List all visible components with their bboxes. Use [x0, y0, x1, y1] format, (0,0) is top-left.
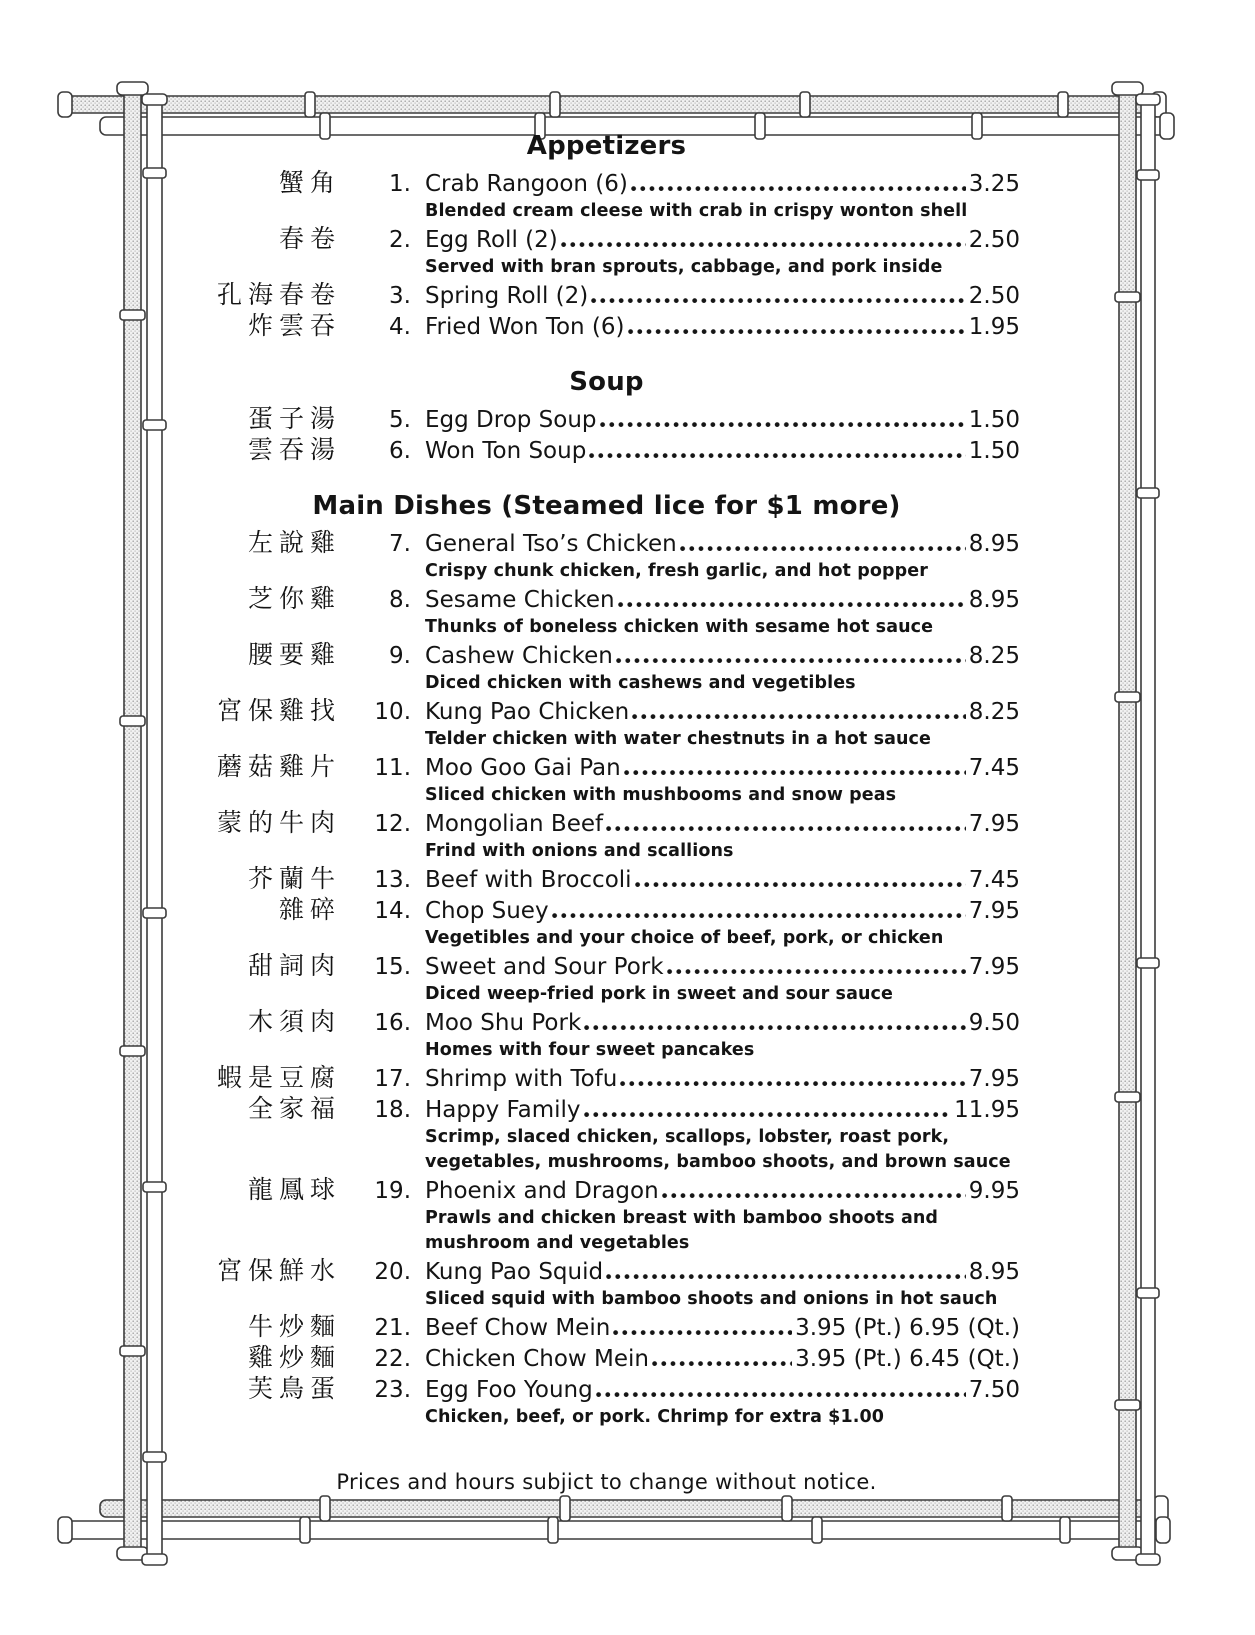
item-description: mushroom and vegetables [425, 1233, 690, 1253]
menu-item-row [193, 951, 1020, 982]
menu-item-row [193, 696, 1020, 727]
item-name: Shrimp with Tofu [425, 1066, 618, 1092]
item-price: 8.95 [968, 1259, 1020, 1285]
item-number: 8. [389, 587, 411, 613]
item-description: Homes with four sweet pancakes [425, 1040, 755, 1060]
menu-item-row [193, 640, 1020, 671]
item-number: 22. [374, 1346, 411, 1372]
section-title: Main Dishes (Steamed lice for $1 more) [312, 491, 901, 521]
item-entry [425, 697, 1020, 727]
item-chinese-name: 左說雞 [247, 529, 341, 557]
item-price: 3.95 (Pt.) 6.45 (Qt.) [795, 1346, 1020, 1372]
item-name: Happy Family [425, 1097, 581, 1123]
item-description: Vegetibles and your choice of beef, pork, or chicken [425, 928, 944, 948]
menu-item-row [193, 1256, 1020, 1287]
menu-item-row [193, 528, 1020, 559]
item-number: 11. [374, 755, 411, 781]
item-name: Crab Rangoon (6) [425, 171, 628, 197]
item-name: Chop Suey [425, 898, 549, 924]
section-items [193, 168, 1020, 342]
item-chinese-name: 雞炒麵 [247, 1344, 341, 1372]
section-title: Appetizers [526, 131, 687, 161]
item-chinese-name: 全家福 [247, 1095, 341, 1123]
item-price: 2.50 [968, 227, 1020, 253]
menu-item-row [193, 404, 1020, 435]
item-entry [425, 896, 1020, 926]
dotted-leader [584, 1112, 952, 1117]
dotted-leader [589, 453, 965, 458]
item-chinese-name: 甜詞肉 [247, 952, 341, 980]
item-chinese-name: 宮保鮮水 [216, 1257, 341, 1285]
dotted-leader [596, 1392, 966, 1397]
item-number: 14. [374, 898, 411, 924]
section-items [193, 404, 1020, 466]
dotted-leader [552, 913, 966, 918]
item-description: Chicken, beef, or pork. Chrimp for extra $1.00 [425, 1407, 885, 1427]
item-chinese-name: 蒙的牛肉 [216, 809, 341, 837]
dotted-leader [667, 969, 966, 974]
dotted-leader [600, 422, 966, 427]
item-number: 18. [374, 1097, 411, 1123]
item-entry [425, 585, 1020, 615]
item-name: General Tso’s Chicken [425, 531, 677, 557]
item-description: vegetables, mushrooms, bamboo shoots, and brown sauce [425, 1152, 1011, 1172]
item-entry [425, 641, 1020, 671]
item-number: 23. [374, 1377, 411, 1403]
item-price: 8.95 [968, 531, 1020, 557]
section-items [193, 528, 1020, 1430]
dotted-leader [606, 826, 966, 831]
item-number: 12. [374, 811, 411, 837]
item-chinese-name: 春卷 [278, 225, 341, 253]
item-description: Crispy chunk chicken, fresh garlic, and hot popper [425, 561, 928, 581]
item-number: 3. [389, 283, 411, 309]
item-description: Frind with onions and scallions [425, 841, 734, 861]
item-entry [425, 1064, 1020, 1094]
item-chinese-name: 宮保雞找 [216, 697, 341, 725]
item-number: 1. [389, 171, 411, 197]
item-name: Beef Chow Mein [425, 1315, 611, 1341]
item-entry [425, 952, 1020, 982]
item-name: Mongolian Beef [425, 811, 604, 837]
dotted-leader [628, 329, 966, 334]
item-entry [425, 436, 1020, 466]
item-chinese-name: 炸雲吞 [247, 312, 341, 340]
item-description: Sliced chicken with mushbooms and snow peas [425, 785, 897, 805]
item-entry [425, 1095, 1020, 1125]
item-name: Moo Goo Gai Pan [425, 755, 621, 781]
item-chinese-name: 腰要雞 [247, 641, 341, 669]
menu-item-row [193, 311, 1020, 342]
menu-item-row [193, 1343, 1020, 1374]
item-entry [425, 1344, 1020, 1374]
menu-item-row [193, 280, 1020, 311]
menu-item-row [193, 1374, 1020, 1405]
item-number: 17. [374, 1066, 411, 1092]
menu-item-row [193, 1094, 1020, 1125]
item-description: Scrimp, slaced chicken, scallops, lobster, roast pork, [425, 1127, 950, 1147]
item-entry [425, 312, 1020, 342]
menu-section [193, 130, 1020, 342]
item-price: 1.50 [968, 438, 1020, 464]
item-number: 16. [374, 1010, 411, 1036]
item-description: Served with bran sprouts, cabbage, and pork inside [425, 257, 943, 277]
dotted-leader [561, 242, 966, 247]
menu-section [193, 366, 1020, 466]
item-chinese-name: 木須肉 [247, 1008, 341, 1036]
item-number: 20. [374, 1259, 411, 1285]
item-number: 7. [389, 531, 411, 557]
item-number: 4. [389, 314, 411, 340]
item-price: 8.25 [968, 643, 1020, 669]
item-number: 2. [389, 227, 411, 253]
item-entry [425, 865, 1020, 895]
dotted-leader [652, 1361, 792, 1366]
item-chinese-name: 牛炒麵 [247, 1313, 341, 1341]
item-name: Kung Pao Squid [425, 1259, 604, 1285]
item-name: Kung Pao Chicken [425, 699, 630, 725]
item-number: 19. [374, 1178, 411, 1204]
item-price: 7.45 [968, 867, 1020, 893]
item-entry [425, 1313, 1020, 1343]
item-name: Sesame Chicken [425, 587, 615, 613]
item-name: Egg Foo Young [425, 1377, 593, 1403]
item-price: 7.95 [968, 1066, 1020, 1092]
item-price: 7.50 [968, 1377, 1020, 1403]
menu-item-row [193, 435, 1020, 466]
item-price: 3.95 (Pt.) 6.95 (Qt.) [795, 1315, 1020, 1341]
dotted-leader [635, 882, 966, 887]
item-entry [425, 169, 1020, 199]
item-price: 2.50 [968, 283, 1020, 309]
item-description: Blended cream cleese with crab in crispy wonton shell [425, 201, 968, 221]
item-chinese-name: 蝦是豆腐 [216, 1064, 341, 1092]
item-price: 9.95 [968, 1178, 1020, 1204]
menu-item-row [193, 1312, 1020, 1343]
item-number: 15. [374, 954, 411, 980]
dotted-leader [624, 770, 966, 775]
item-price: 7.45 [968, 755, 1020, 781]
item-price: 7.95 [968, 898, 1020, 924]
dotted-leader [616, 658, 966, 663]
item-chinese-name: 龍鳳球 [247, 1176, 341, 1204]
item-chinese-name: 蘑菇雞片 [216, 753, 341, 781]
item-entry [425, 1375, 1020, 1405]
item-entry [425, 1008, 1020, 1038]
menu-item-row [193, 808, 1020, 839]
item-number: 9. [389, 643, 411, 669]
section-title: Soup [569, 367, 644, 397]
item-name: Moo Shu Pork [425, 1010, 582, 1036]
menu-item-row [193, 1175, 1020, 1206]
item-number: 10. [374, 699, 411, 725]
item-price: 9.50 [968, 1010, 1020, 1036]
dotted-leader [618, 602, 966, 607]
dotted-leader [584, 1025, 966, 1030]
item-price: 8.25 [968, 699, 1020, 725]
item-name: Chicken Chow Mein [425, 1346, 650, 1372]
item-entry [425, 405, 1020, 435]
dotted-leader [632, 714, 966, 719]
item-name: Won Ton Soup [425, 438, 587, 464]
menu-item-row [193, 1063, 1020, 1094]
item-name: Phoenix and Dragon [425, 1178, 659, 1204]
item-number: 5. [389, 407, 411, 433]
dotted-leader [591, 298, 966, 303]
item-price: 7.95 [968, 954, 1020, 980]
item-name: Fried Won Ton (6) [425, 314, 625, 340]
item-price: 11.95 [954, 1097, 1020, 1123]
item-entry [425, 809, 1020, 839]
item-entry [425, 225, 1020, 255]
item-entry [425, 1257, 1020, 1287]
item-name: Spring Roll (2) [425, 283, 589, 309]
menu-item-row [193, 224, 1020, 255]
dotted-leader [631, 186, 966, 191]
item-chinese-name: 蟹角 [278, 169, 341, 197]
item-chinese-name: 芝你雞 [247, 585, 341, 613]
menu-item-row [193, 1007, 1020, 1038]
menu-item-row [193, 584, 1020, 615]
item-name: Sweet and Sour Pork [425, 954, 664, 980]
item-description: Diced weep-fried pork in sweet and sour sauce [425, 984, 893, 1004]
item-chinese-name: 雜碎 [278, 896, 341, 924]
menu-section [193, 490, 1020, 1430]
footer-note: Prices and hours subjict to change without notice. [336, 1470, 877, 1494]
item-number: 21. [374, 1315, 411, 1341]
item-price: 8.95 [968, 587, 1020, 613]
item-chinese-name: 雲吞湯 [247, 436, 341, 464]
menu-item-row [193, 895, 1020, 926]
item-price: 1.95 [968, 314, 1020, 340]
menu-item-row [193, 168, 1020, 199]
item-name: Beef with Broccoli [425, 867, 632, 893]
item-description: Sliced squid with bamboo shoots and onions in hot sauch [425, 1289, 998, 1309]
item-number: 13. [374, 867, 411, 893]
item-description: Telder chicken with water chestnuts in a hot sauce [425, 729, 931, 749]
item-description: Thunks of boneless chicken with sesame hot sauce [425, 617, 934, 637]
dotted-leader [613, 1330, 792, 1335]
item-price: 1.50 [968, 407, 1020, 433]
item-entry [425, 753, 1020, 783]
item-price: 3.25 [968, 171, 1020, 197]
item-name: Egg Roll (2) [425, 227, 558, 253]
item-entry [425, 529, 1020, 559]
menu-content [193, 130, 1020, 1494]
item-name: Egg Drop Soup [425, 407, 597, 433]
item-chinese-name: 芙鳥蛋 [247, 1375, 341, 1403]
menu-item-row [193, 752, 1020, 783]
item-description: Prawls and chicken breast with bamboo shoots and [425, 1208, 939, 1228]
dotted-leader [606, 1274, 966, 1279]
item-chinese-name: 芥蘭牛 [247, 865, 341, 893]
item-description: Diced chicken with cashews and vegetibles [425, 673, 856, 693]
dotted-leader [680, 546, 966, 551]
item-price: 7.95 [968, 811, 1020, 837]
menu-item-row [193, 864, 1020, 895]
item-number: 6. [389, 438, 411, 464]
item-chinese-name: 孔海春卷 [216, 281, 341, 309]
item-entry [425, 281, 1020, 311]
item-name: Cashew Chicken [425, 643, 613, 669]
dotted-leader [662, 1193, 966, 1198]
dotted-leader [620, 1081, 965, 1086]
item-entry [425, 1176, 1020, 1206]
item-chinese-name: 蛋子湯 [247, 405, 341, 433]
